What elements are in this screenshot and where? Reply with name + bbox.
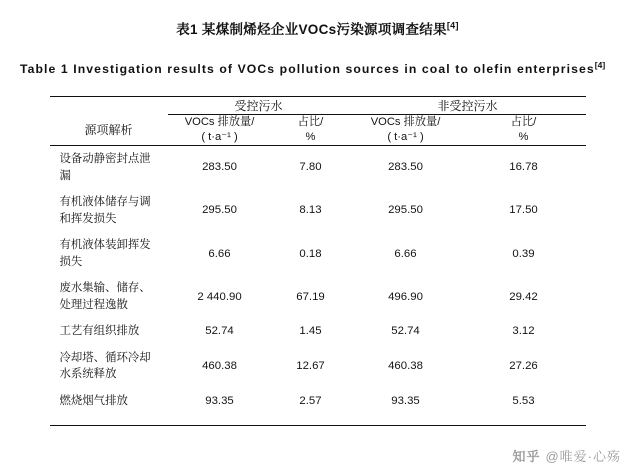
table-title-english-ref: [4] (594, 60, 606, 70)
row-controlled-pct: 1.45 (299, 325, 322, 338)
table-row (50, 275, 586, 318)
row-uncontrolled-emission: 6.66 (394, 247, 417, 260)
group-header-spacer (50, 97, 168, 115)
row-source: 冷却塔、循环冷却水系统释放 (59, 351, 151, 381)
row-uncontrolled-emission: 460.38 (388, 360, 423, 373)
table-title-chinese-text: 表1 某煤制烯烃企业VOCs污染源项调查结果 (176, 22, 447, 37)
row-controlled-emission: 6.66 (208, 247, 231, 260)
table-row (50, 189, 586, 232)
row-controlled-emission: 52.74 (205, 325, 234, 338)
table-body (50, 146, 586, 425)
column-header-uncontrolled-emission (350, 114, 462, 145)
table-row (50, 318, 586, 345)
row-controlled-emission: 460.38 (202, 360, 237, 373)
table-row (50, 232, 586, 275)
row-controlled-pct: 0.18 (299, 247, 322, 260)
document-page (0, 18, 635, 473)
row-controlled-emission: 295.50 (202, 204, 237, 217)
row-uncontrolled-pct: 3.12 (512, 325, 535, 338)
row-controlled-pct: 12.67 (296, 360, 325, 373)
column-header-controlled-pct-unit: % (305, 131, 316, 144)
column-header-source: 源项解析 (84, 122, 133, 137)
row-uncontrolled-pct: 16.78 (509, 161, 538, 174)
row-source: 有机液体装卸挥发损失 (59, 239, 151, 268)
row-source: 工艺有组织排放 (59, 325, 140, 338)
column-header-uncontrolled-emission-unit: ( t·a⁻¹ ) (387, 131, 424, 144)
zhihu-logo-icon: 知乎 (512, 449, 541, 464)
row-source: 设备动静密封点泄漏 (59, 153, 151, 182)
row-controlled-pct: 8.13 (299, 204, 322, 217)
group-header-controlled: 受控污水 (168, 97, 350, 115)
column-header-controlled-emission-name: VOCs 排放量/ (184, 115, 255, 128)
table-bottom-rule (50, 415, 586, 426)
row-source: 有机液体储存与调和挥发损失 (59, 196, 151, 225)
row-uncontrolled-pct: 29.42 (509, 290, 538, 303)
row-controlled-pct: 7.80 (299, 161, 322, 174)
column-header-controlled-pct (272, 114, 350, 145)
column-header-uncontrolled-pct-unit: % (518, 131, 529, 144)
row-uncontrolled-pct: 27.26 (509, 360, 538, 373)
row-uncontrolled-emission: 52.74 (391, 325, 420, 338)
column-header-controlled-emission (168, 114, 272, 145)
watermark-text: @唯爱·心殇 (545, 449, 621, 464)
row-controlled-emission: 93.35 (205, 394, 234, 407)
row-uncontrolled-pct: 0.39 (512, 247, 535, 260)
row-controlled-emission: 2 440.90 (197, 290, 242, 303)
row-uncontrolled-pct: 17.50 (509, 204, 538, 217)
table-row (50, 345, 586, 388)
watermark (512, 446, 621, 465)
column-header-uncontrolled-emission-name: VOCs 排放量/ (370, 115, 441, 128)
row-controlled-pct: 2.57 (299, 394, 322, 407)
table-subheader-row (50, 114, 586, 145)
table-title-english (18, 60, 617, 78)
row-uncontrolled-pct: 5.53 (512, 394, 535, 407)
table-title-chinese-ref: [4] (446, 20, 459, 31)
row-source: 废水集输、储存、处理过程逸散 (59, 282, 151, 311)
row-uncontrolled-emission: 93.35 (391, 394, 420, 407)
column-header-uncontrolled-pct (462, 114, 586, 145)
row-uncontrolled-emission: 295.50 (388, 204, 423, 217)
table-title-chinese (18, 18, 617, 38)
column-header-controlled-emission-unit: ( t·a⁻¹ ) (201, 131, 238, 144)
row-source: 燃烧烟气排放 (59, 394, 128, 407)
row-uncontrolled-emission: 496.90 (388, 290, 423, 303)
row-uncontrolled-emission: 283.50 (388, 161, 423, 174)
row-controlled-pct: 67.19 (296, 290, 325, 303)
column-header-uncontrolled-pct-name: 占比/ (510, 115, 537, 128)
table-header (50, 96, 586, 145)
table-row (50, 146, 586, 190)
vocs-pollution-table (50, 96, 586, 426)
table-title-english-text: Table 1 Investigation results of VOCs pollution sources in coal to olefin enterprises (20, 62, 595, 77)
row-controlled-emission: 283.50 (202, 161, 237, 174)
group-header-uncontrolled: 非受控污水 (350, 97, 586, 115)
table-group-header-row (50, 97, 586, 115)
column-header-controlled-pct-name: 占比/ (297, 115, 324, 128)
table-row (50, 388, 586, 415)
